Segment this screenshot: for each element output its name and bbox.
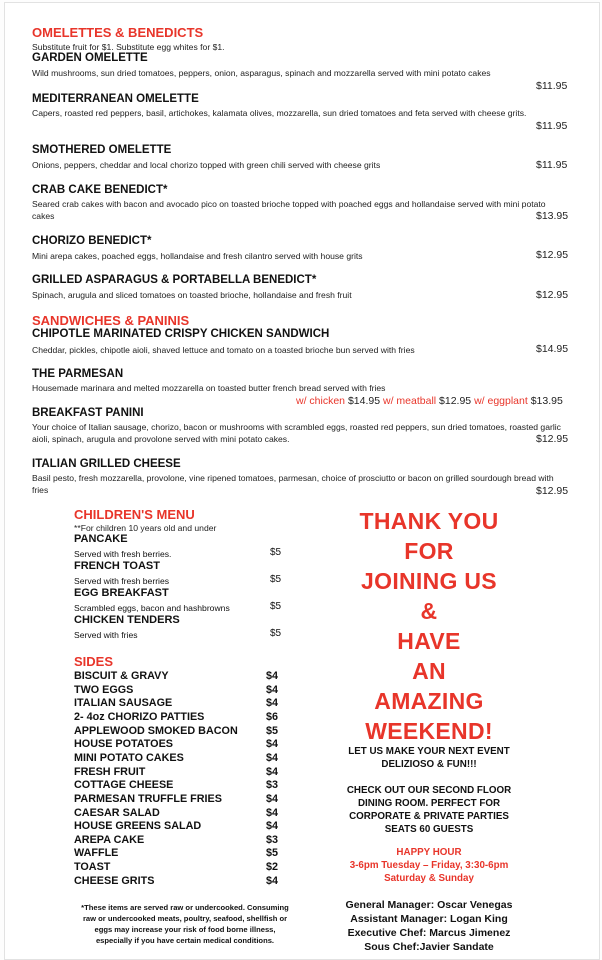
side-item-price: $4 <box>266 752 279 764</box>
option-price: $12.95 <box>439 395 472 407</box>
side-item-price: $4 <box>266 807 279 819</box>
event-line: DELIZIOSO & FUN!!! <box>381 759 477 770</box>
event-line: LET US MAKE YOUR NEXT EVENT <box>348 746 510 757</box>
menu-item-name: BREAKFAST PANINI <box>32 407 144 419</box>
menu-item-desc: Cheddar, pickles, chipotle aioli, shaved lettuce and tomato on a toasted brioche bun served with fries <box>32 345 415 355</box>
menu-item-price: $12.95 <box>536 433 569 445</box>
menu-item-name: CHORIZO BENEDICT* <box>32 235 152 247</box>
menu-item-price: $14.95 <box>536 343 569 355</box>
sides-heading: SIDES <box>74 654 114 669</box>
side-item-name: HOUSE POTATOES <box>74 738 173 750</box>
menu-item-price: $11.95 <box>536 159 568 171</box>
menu-item-name: GRILLED ASPARAGUS & PORTABELLA BENEDICT* <box>32 274 317 286</box>
option-label: w/ chicken <box>296 395 346 407</box>
staff-line: Assistant Manager: Logan King <box>350 913 508 925</box>
dining-line: DINING ROOM. PERFECT FOR <box>357 798 501 809</box>
omelettes-note: Substitute fruit for $1. Substitute egg whites for $1. <box>32 42 225 52</box>
option-label: w/ meatball <box>383 395 437 407</box>
dining-line: SEATS 60 GUESTS <box>384 824 474 835</box>
menu-item-price: $12.95 <box>536 485 569 497</box>
dining-line: CHECK OUT OUR SECOND FLOOR <box>346 785 512 796</box>
dining-line: CORPORATE & PRIVATE PARTIES <box>349 811 509 822</box>
thanks-line: THANK YOU <box>359 508 499 534</box>
staff-list <box>316 898 542 954</box>
menu-item-name: THE PARMESAN <box>32 368 124 380</box>
menu-item-price: $11.95 <box>536 120 568 132</box>
side-item-name: APPLEWOOD SMOKED BACON <box>74 725 238 737</box>
menu-item-price: $11.95 <box>536 80 568 92</box>
side-item-name: 2- 4oz CHORIZO PATTIES <box>74 711 205 723</box>
happy-hour-line: 3-6pm Tuesday – Friday, 3:30-6pm <box>349 860 509 871</box>
side-item-name: CAESAR SALAD <box>74 807 160 819</box>
menu-item-desc: Onions, peppers, cheddar and local chorizo topped with green chili served with cheese grits <box>32 160 381 170</box>
side-item-price: $4 <box>266 697 279 709</box>
menu-item-desc: Basil pesto, fresh mozzarella, provolone, vine ripened tomatoes, parmesan, choice of prosciutto or bacon on grilled sourdough bread with fries <box>32 473 554 495</box>
side-item-name: AREPA CAKE <box>74 834 145 846</box>
kids-item-desc: Scrambled eggs, bacon and hashbrowns <box>74 603 230 613</box>
side-item-price: $3 <box>266 834 279 846</box>
side-item-price: $2 <box>266 861 279 873</box>
thanks-line: & <box>420 598 438 624</box>
children-note: **For children 10 years old and under <box>74 523 217 533</box>
thanks-line: HAVE <box>397 628 461 654</box>
menu-item-price: $12.95 <box>536 289 569 301</box>
thanks-line: AN <box>412 658 446 684</box>
option-price: $14.95 <box>347 395 381 407</box>
menu-item-price: $13.95 <box>536 210 569 222</box>
side-item-name: CHEESE GRITS <box>74 875 155 887</box>
side-item-name: TWO EGGS <box>74 684 134 696</box>
kids-item-price: $5 <box>270 601 282 612</box>
kids-item-name: CHICKEN TENDERS <box>74 614 180 626</box>
side-item-price: $4 <box>266 684 279 696</box>
side-item-price: $5 <box>266 725 279 737</box>
side-item-name: COTTAGE CHEESE <box>74 779 174 791</box>
menu-item-name: MEDITERRANEAN OMELETTE <box>32 93 199 105</box>
kids-item-desc: Served with fries <box>74 630 138 640</box>
menu-item-price: $12.95 <box>536 249 569 261</box>
menu-item-name: CRAB CAKE BENEDICT* <box>32 184 168 196</box>
happy-hour-title: HAPPY HOUR <box>396 847 462 858</box>
side-item-name: MINI POTATO CAKES <box>74 752 184 764</box>
kids-item-name: FRENCH TOAST <box>74 560 160 572</box>
kids-item-price: $5 <box>270 574 282 585</box>
omelettes-heading: OMELETTES & BENEDICTS <box>32 25 204 40</box>
side-item-price: $4 <box>266 766 279 778</box>
menu-item-desc: Housemade marinara and melted mozzarella on toasted butter french bread served with fries <box>32 383 386 393</box>
sandwiches-heading: SANDWICHES & PANINIS <box>32 313 190 328</box>
kids-item-desc: Served with fresh berries <box>74 576 170 586</box>
kids-item-desc: Served with fresh berries. <box>74 549 172 559</box>
menu-item-name: ITALIAN GRILLED CHEESE <box>32 458 181 470</box>
menu-item-desc: Spinach, arugula and sliced tomatoes on toasted brioche, hollandaise and fresh fruit <box>32 290 352 300</box>
thanks-line: FOR <box>404 538 454 564</box>
side-item-price: $3 <box>266 779 279 791</box>
menu-item-name: GARDEN OMELETTE <box>32 52 148 64</box>
thanks-line: WEEKEND! <box>365 718 493 744</box>
side-item-price: $4 <box>266 820 279 832</box>
kids-item-name: PANCAKE <box>74 533 128 545</box>
side-item-name: ITALIAN SAUSAGE <box>74 697 173 709</box>
option-price: $13.95 <box>530 395 563 407</box>
menu-item-desc: Wild mushrooms, sun dried tomatoes, peppers, onion, asparagus, spinach and mozzarella served with mini potato cakes <box>32 68 491 78</box>
kids-item-price: $5 <box>270 628 282 639</box>
side-item-price: $6 <box>266 711 279 723</box>
staff-line: Executive Chef: Marcus Jimenez <box>347 927 511 939</box>
thanks-line: JOINING US <box>361 568 497 594</box>
side-item-price: $4 <box>266 738 279 750</box>
side-item-name: HOUSE GREENS SALAD <box>74 820 202 832</box>
side-item-price: $5 <box>266 847 279 859</box>
thanks-line: AMAZING <box>374 688 484 714</box>
staff-line: General Manager: Oscar Venegas <box>345 899 513 911</box>
side-item-price: $4 <box>266 793 279 805</box>
side-item-price: $4 <box>266 670 279 682</box>
side-item-name: WAFFLE <box>74 847 119 859</box>
children-heading: CHILDREN'S MENU <box>74 507 195 522</box>
kids-item-name: EGG BREAKFAST <box>74 587 169 599</box>
side-item-name: PARMESAN TRUFFLE FRIES <box>74 793 222 805</box>
side-item-name: FRESH FRUIT <box>74 766 146 778</box>
menu-item-desc: Seared crab cakes with bacon and avocado pico on toasted brioche topped with poached eggs and hollandaise served with mini potato cakes <box>32 199 546 221</box>
raw-food-disclaimer: *These items are served raw or undercooked. Consuming raw or undercooked meats, poultry, seafood, shellfish or eggs may increase your risk of food borne illness, especially if you have certain medical conditions. <box>81 903 289 945</box>
parmesan-options <box>296 395 563 407</box>
menu-item-name: SMOTHERED OMELETTE <box>32 144 172 156</box>
menu-item-desc: Capers, roasted red peppers, basil, artichokes, kalamata olives, mozzarella, sun dried tomatoes and feta served with cheese grits. <box>32 108 527 118</box>
option-label: w/ eggplant <box>474 395 528 407</box>
side-item-name: BISCUIT & GRAVY <box>74 670 169 682</box>
happy-hour-line: Saturday & Sunday <box>384 873 474 884</box>
staff-line: Sous Chef:Javier Sandate <box>364 941 494 953</box>
kids-item-price: $5 <box>270 547 282 558</box>
menu-item-desc: Your choice of Italian sausage, chorizo, bacon or mushrooms with scrambled eggs, roasted red peppers, sun dried tomatoes, roasted garlic aioli, spinach, arugula and provolone served with mini potato cakes. <box>32 422 561 444</box>
menu-item-desc: Mini arepa cakes, poached eggs, hollandaise and fresh cilantro served with house grits <box>32 251 363 261</box>
menu-item-name: CHIPOTLE MARINATED CRISPY CHICKEN SANDWICH <box>32 328 330 340</box>
side-item-name: TOAST <box>74 861 111 873</box>
side-item-price: $4 <box>266 875 279 887</box>
